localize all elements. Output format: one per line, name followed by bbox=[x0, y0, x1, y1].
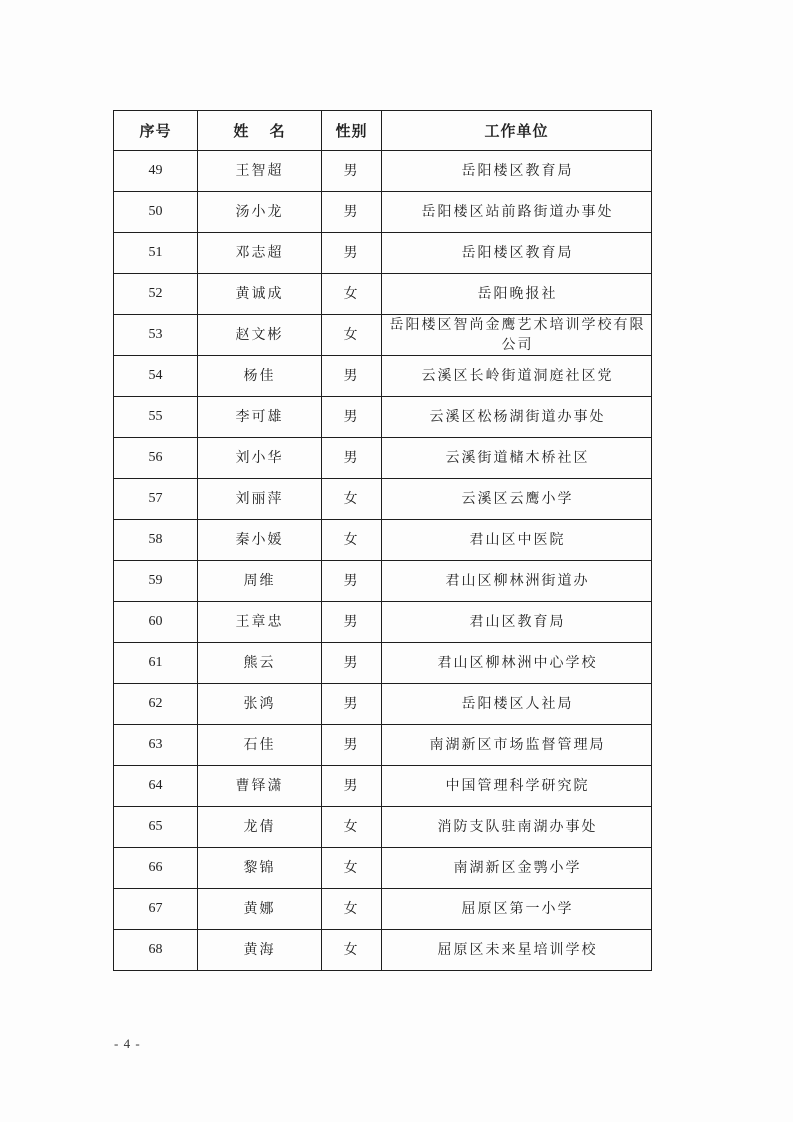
table-row bbox=[114, 274, 652, 315]
header-name: 姓 名 bbox=[198, 111, 322, 151]
cell-work-unit: 君山区柳林洲中心学校 bbox=[382, 643, 652, 684]
cell-serial-number: 52 bbox=[114, 274, 198, 315]
cell-gender: 男 bbox=[322, 602, 382, 643]
table-row bbox=[114, 930, 652, 971]
cell-serial-number: 57 bbox=[114, 479, 198, 520]
cell-name: 黄诚成 bbox=[198, 274, 322, 315]
cell-gender: 女 bbox=[322, 274, 382, 315]
cell-gender: 男 bbox=[322, 397, 382, 438]
cell-serial-number: 63 bbox=[114, 725, 198, 766]
cell-serial-number: 62 bbox=[114, 684, 198, 725]
cell-serial-number: 56 bbox=[114, 438, 198, 479]
table-row bbox=[114, 725, 652, 766]
cell-work-unit: 屈原区未来星培训学校 bbox=[382, 930, 652, 971]
cell-name: 熊云 bbox=[198, 643, 322, 684]
cell-name: 秦小媛 bbox=[198, 520, 322, 561]
cell-gender: 男 bbox=[322, 233, 382, 274]
cell-gender: 男 bbox=[322, 151, 382, 192]
cell-work-unit: 岳阳楼区教育局 bbox=[382, 151, 652, 192]
cell-name: 邓志超 bbox=[198, 233, 322, 274]
cell-gender: 男 bbox=[322, 438, 382, 479]
cell-gender: 男 bbox=[322, 356, 382, 397]
cell-gender: 女 bbox=[322, 848, 382, 889]
cell-serial-number: 68 bbox=[114, 930, 198, 971]
header-serial-number: 序号 bbox=[114, 111, 198, 151]
table-row bbox=[114, 807, 652, 848]
cell-name: 刘小华 bbox=[198, 438, 322, 479]
cell-serial-number: 66 bbox=[114, 848, 198, 889]
cell-gender: 女 bbox=[322, 930, 382, 971]
cell-work-unit: 君山区柳林洲街道办 bbox=[382, 561, 652, 602]
cell-name: 龙倩 bbox=[198, 807, 322, 848]
table-row bbox=[114, 684, 652, 725]
cell-work-unit: 云溪区云鹰小学 bbox=[382, 479, 652, 520]
table-header bbox=[114, 111, 652, 151]
cell-work-unit: 君山区中医院 bbox=[382, 520, 652, 561]
table-row bbox=[114, 192, 652, 233]
cell-name: 王章忠 bbox=[198, 602, 322, 643]
cell-work-unit: 中国管理科学研究院 bbox=[382, 766, 652, 807]
table-row bbox=[114, 479, 652, 520]
table-row bbox=[114, 356, 652, 397]
cell-name: 黄娜 bbox=[198, 889, 322, 930]
cell-name: 张鸿 bbox=[198, 684, 322, 725]
cell-gender: 女 bbox=[322, 520, 382, 561]
cell-serial-number: 54 bbox=[114, 356, 198, 397]
cell-serial-number: 61 bbox=[114, 643, 198, 684]
cell-gender: 女 bbox=[322, 807, 382, 848]
cell-serial-number: 51 bbox=[114, 233, 198, 274]
cell-work-unit: 消防支队驻南湖办事处 bbox=[382, 807, 652, 848]
cell-gender: 男 bbox=[322, 192, 382, 233]
cell-serial-number: 49 bbox=[114, 151, 198, 192]
cell-name: 黄海 bbox=[198, 930, 322, 971]
cell-work-unit: 岳阳楼区站前路街道办事处 bbox=[382, 192, 652, 233]
header-row bbox=[114, 111, 652, 151]
cell-name: 王智超 bbox=[198, 151, 322, 192]
table-row bbox=[114, 602, 652, 643]
cell-serial-number: 53 bbox=[114, 315, 198, 356]
page-number: - 4 - bbox=[114, 1036, 141, 1051]
table-body bbox=[114, 151, 652, 971]
cell-gender: 女 bbox=[322, 315, 382, 356]
table-row bbox=[114, 438, 652, 479]
cell-work-unit: 岳阳楼区智尚金鹰艺术培训学校有限公司 bbox=[382, 315, 652, 356]
cell-work-unit: 南湖新区金鹗小学 bbox=[382, 848, 652, 889]
cell-serial-number: 60 bbox=[114, 602, 198, 643]
roster-table bbox=[113, 110, 652, 971]
cell-work-unit: 南湖新区市场监督管理局 bbox=[382, 725, 652, 766]
table-row bbox=[114, 151, 652, 192]
cell-work-unit: 云溪区长岭街道洞庭社区党 bbox=[382, 356, 652, 397]
cell-gender: 女 bbox=[322, 889, 382, 930]
cell-name: 黎锦 bbox=[198, 848, 322, 889]
table-row bbox=[114, 520, 652, 561]
cell-name: 石佳 bbox=[198, 725, 322, 766]
cell-gender: 男 bbox=[322, 684, 382, 725]
cell-name: 汤小龙 bbox=[198, 192, 322, 233]
cell-name: 赵文彬 bbox=[198, 315, 322, 356]
cell-work-unit: 岳阳楼区人社局 bbox=[382, 684, 652, 725]
header-work-unit: 工作单位 bbox=[382, 111, 652, 151]
cell-work-unit: 岳阳晚报社 bbox=[382, 274, 652, 315]
cell-serial-number: 65 bbox=[114, 807, 198, 848]
table-row bbox=[114, 848, 652, 889]
cell-gender: 男 bbox=[322, 561, 382, 602]
cell-work-unit: 君山区教育局 bbox=[382, 602, 652, 643]
cell-name: 杨佳 bbox=[198, 356, 322, 397]
cell-name: 刘丽萍 bbox=[198, 479, 322, 520]
cell-gender: 男 bbox=[322, 643, 382, 684]
table-row bbox=[114, 766, 652, 807]
table-row bbox=[114, 889, 652, 930]
cell-name: 李可雄 bbox=[198, 397, 322, 438]
cell-work-unit: 云溪街道槠木桥社区 bbox=[382, 438, 652, 479]
cell-serial-number: 50 bbox=[114, 192, 198, 233]
cell-work-unit: 屈原区第一小学 bbox=[382, 889, 652, 930]
table-row bbox=[114, 233, 652, 274]
cell-serial-number: 58 bbox=[114, 520, 198, 561]
cell-work-unit: 云溪区松杨湖街道办事处 bbox=[382, 397, 652, 438]
cell-serial-number: 64 bbox=[114, 766, 198, 807]
cell-serial-number: 55 bbox=[114, 397, 198, 438]
table-row bbox=[114, 397, 652, 438]
table-row bbox=[114, 315, 652, 356]
cell-gender: 男 bbox=[322, 725, 382, 766]
cell-name: 周维 bbox=[198, 561, 322, 602]
table-row bbox=[114, 643, 652, 684]
cell-gender: 女 bbox=[322, 479, 382, 520]
cell-gender: 男 bbox=[322, 766, 382, 807]
cell-work-unit: 岳阳楼区教育局 bbox=[382, 233, 652, 274]
header-gender: 性别 bbox=[322, 111, 382, 151]
cell-serial-number: 67 bbox=[114, 889, 198, 930]
cell-serial-number: 59 bbox=[114, 561, 198, 602]
table-row bbox=[114, 561, 652, 602]
cell-name: 曹铎潇 bbox=[198, 766, 322, 807]
